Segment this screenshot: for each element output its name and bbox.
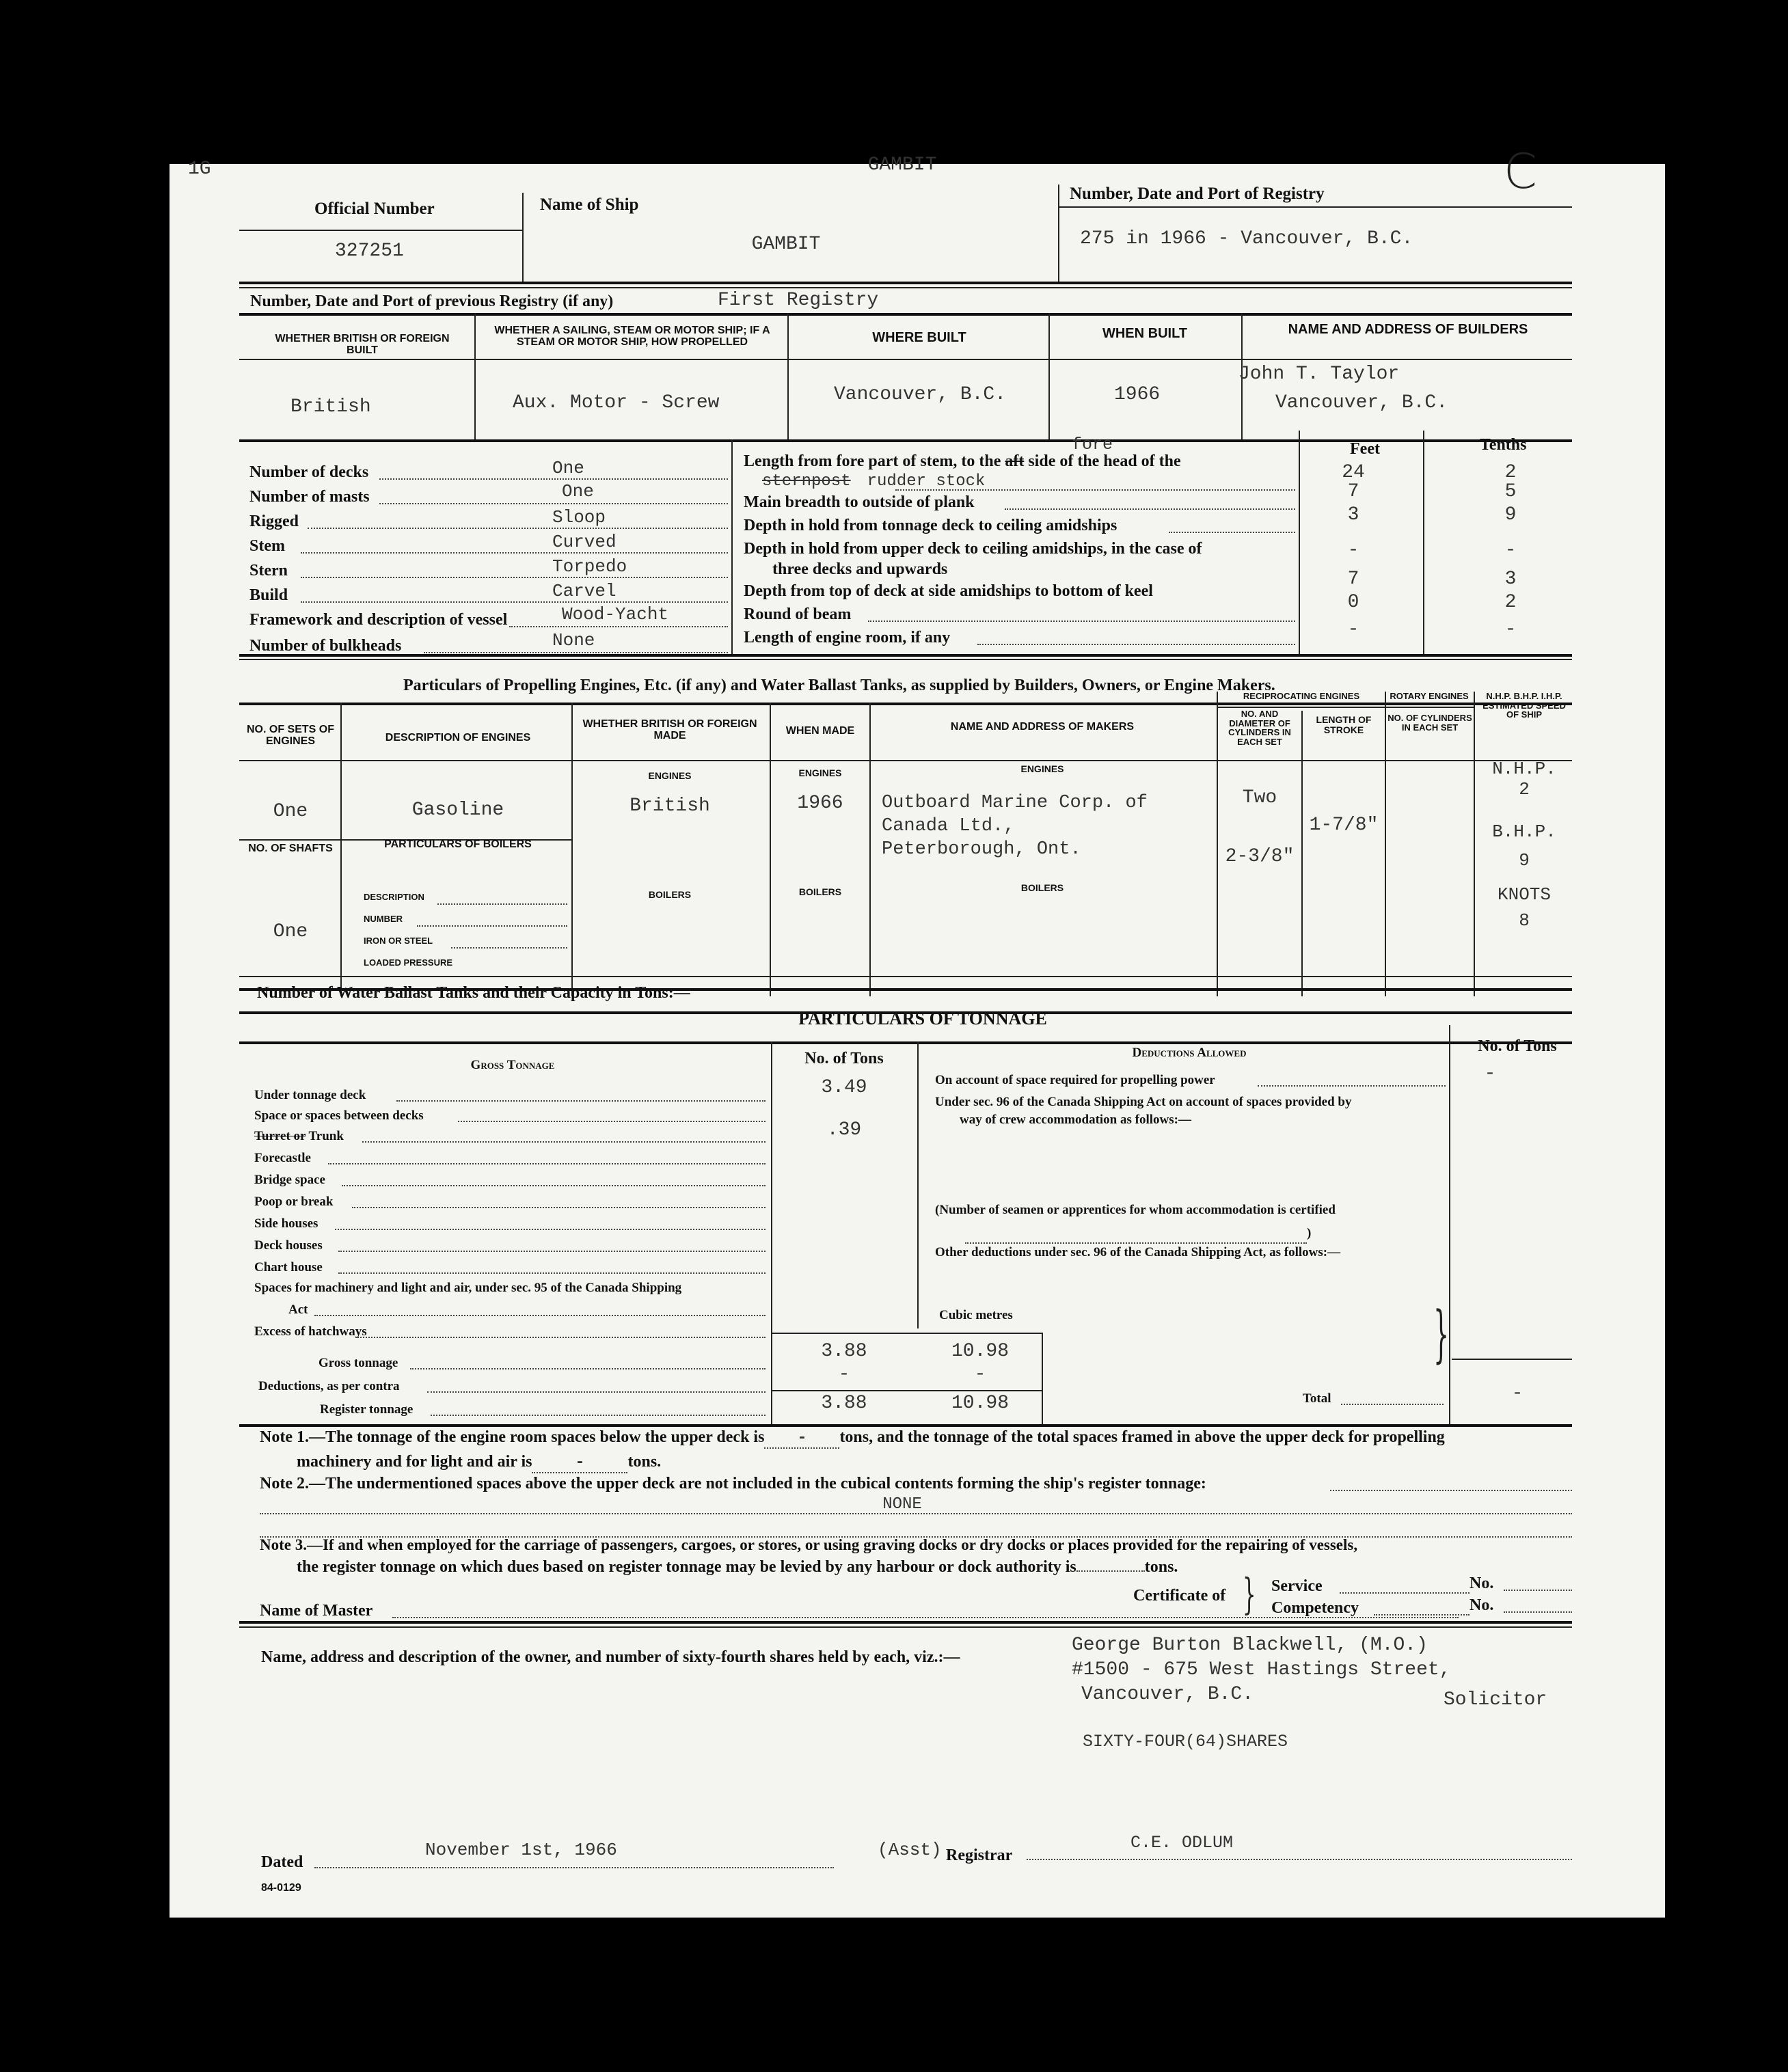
bhp-value: 9: [1519, 850, 1530, 871]
knots-label: KNOTS: [1497, 884, 1551, 905]
maker-line-3: Peterborough, Ont.: [882, 839, 1081, 860]
tonnage-title: PARTICULARS OF TONNAGE: [798, 1009, 1047, 1028]
cubic-metres-label: Cubic metres: [939, 1308, 1013, 1322]
row-side-houses: Side houses: [254, 1216, 319, 1231]
note-1-d: tons.: [627, 1453, 662, 1471]
row-under-tonnage-deck: Under tonnage deck: [254, 1088, 366, 1102]
owner-name: George Burton Blackwell, (M.O.): [1072, 1635, 1428, 1656]
register-cubic: 10.98: [951, 1393, 1009, 1414]
bulkheads-value: None: [552, 630, 595, 651]
under-deck-tons: 3.49: [821, 1077, 867, 1098]
col-shafts-header: NO. OF SHAFTS: [248, 843, 333, 854]
stern-label: Stern: [249, 562, 288, 580]
col-propulsion-header: WHETHER A SAILING, STEAM OR MOTOR SHIP; IF A STEAM OR MOTOR SHIP, HOW PROPELLED: [494, 325, 770, 348]
col-rotary-header: ROTARY ENGINES: [1390, 691, 1469, 701]
engines-title: Particulars of Propelling Engines, Etc. (if any) and Water Ballast Tanks, as supplied by Builders, Owners, or Engine Makers.: [403, 677, 1275, 694]
col-where-header: WHERE BUILT: [872, 330, 966, 345]
feet-header: Feet: [1350, 440, 1380, 458]
previous-registry-value: First Registry: [718, 290, 879, 311]
upper-tenths: -: [1504, 540, 1517, 561]
masts-value: One: [562, 481, 594, 502]
col-british-made-header: WHETHER BRITISH OR FOREIGN MADE: [582, 718, 757, 741]
official-number-label: Official Number: [314, 200, 435, 218]
nhp-label: N.H.P.: [1492, 759, 1556, 779]
rigged-value: Sloop: [552, 507, 606, 528]
engine-sets: One: [273, 801, 308, 822]
corner-code: 1G: [188, 159, 211, 180]
previous-registry-label: Number, Date and Port of previous Registry (if any): [250, 292, 614, 310]
maker-line-1: Outboard Marine Corp. of: [882, 793, 1148, 813]
turret-strike: Turret or: [254, 1129, 306, 1143]
deductions-tons-value: -: [1484, 1063, 1496, 1085]
deduction-seamen-close: ): [1307, 1226, 1312, 1240]
col-rot-cyl-header: NO. OF CYLINDERS IN EACH SET: [1387, 713, 1472, 733]
boiler-number: NUMBER: [364, 914, 403, 924]
ship-name-label: Name of Ship: [540, 195, 639, 214]
breadth-label: Main breadth to outside of plank: [744, 493, 975, 511]
builder-city: Vancouver, B.C.: [1275, 392, 1448, 413]
total-tons-value: -: [1511, 1383, 1523, 1404]
decks-value: One: [552, 458, 584, 478]
stem-label: Stem: [249, 537, 285, 555]
builder-name: John T. Taylor: [1238, 364, 1400, 385]
note-3-a: Note 3.—If and when employed for the carriage of passengers, cargoes, or stores, or using graving docks or dry docks or places provided for the repairing of vessels,: [260, 1536, 1358, 1553]
shafts-value: One: [273, 921, 308, 942]
engine-room-feet: -: [1347, 619, 1359, 640]
boiler-iron-steel: IRON OR STEEL: [364, 936, 433, 946]
bulkheads-label: Number of bulkheads: [249, 637, 402, 655]
dated-label: Dated: [261, 1853, 303, 1871]
depth-upper-label-b: three decks and upwards: [772, 560, 948, 578]
makers-engines-subhead: ENGINES: [1020, 763, 1064, 774]
note-3-b: the register tonnage on which dues based on register tonnage may be levied by any harbour or dock authority is: [297, 1558, 1076, 1576]
row-hatchways: Excess of hatchways: [254, 1324, 367, 1339]
trunk-tons: .39: [826, 1119, 862, 1141]
rudder-stock: rudder stock: [867, 472, 986, 491]
note-1-a: Note 1.—The tonnage of the engine room spaces below the upper deck is: [260, 1428, 765, 1446]
nhp-value: 2: [1519, 779, 1530, 800]
depth-feet: 3: [1347, 504, 1359, 526]
length-strike: aft: [1005, 452, 1025, 470]
depth-upper-label: Depth in hold from upper deck to ceiling amidships, in the case of: [744, 540, 1202, 558]
competency-label: Competency: [1271, 1599, 1359, 1617]
total-label: Total: [1303, 1391, 1331, 1406]
sternpost-strike: sternpost: [762, 472, 851, 491]
deduction-crew-a: Under sec. 96 of the Canada Shipping Act on account of spaces provided by: [935, 1095, 1352, 1109]
asst-mark: (Asst): [878, 1840, 942, 1860]
col-boilers-header: PARTICULARS OF BOILERS: [384, 839, 532, 850]
makers-boilers-subhead: BOILERS: [1020, 882, 1064, 893]
british-engines-subhead: ENGINES: [648, 770, 692, 781]
register-tons: 3.88: [821, 1393, 867, 1414]
registrar-value: C.E. ODLUM: [1130, 1833, 1234, 1853]
col-power-header: N.H.P. B.H.P. I.H.P. ESTIMATED SPEED OF SHIP: [1482, 691, 1566, 720]
dated-value: November 1st, 1966: [425, 1840, 617, 1860]
note-1-b: tons, and the tonnage of the total spaces framed in above the upper deck for propelling: [839, 1428, 1445, 1446]
keel-feet: 7: [1347, 569, 1359, 590]
note-2-value: NONE: [882, 1495, 922, 1514]
note-1-machinery-tons: -: [532, 1454, 627, 1473]
col-british-header: WHETHER BRITISH OR FOREIGN BUILT: [275, 333, 450, 356]
keel-tenths: 3: [1504, 569, 1517, 590]
round-tenths: 2: [1504, 592, 1517, 613]
col-desc-header: DESCRIPTION OF ENGINES: [385, 732, 531, 744]
framework-label: Framework and description of vessel: [249, 611, 508, 629]
col-when-header: WHEN BUILT: [1102, 326, 1188, 341]
length-feet: 24: [1342, 462, 1365, 483]
row-deck-houses: Deck houses: [254, 1238, 323, 1253]
tenths-header: Tenths: [1480, 436, 1527, 454]
row-forecastle: Forecastle: [254, 1151, 311, 1165]
deduction-other: Other deductions under sec. 96 of the Canada Shipping Act, as follows:—: [935, 1245, 1341, 1259]
service-label: Service: [1271, 1577, 1323, 1595]
corner-mark: C: [1504, 144, 1537, 200]
build-where: Vancouver, B.C.: [834, 384, 1007, 405]
note-3-c: tons.: [1144, 1558, 1178, 1576]
breadth-feet: 7: [1347, 481, 1359, 502]
row-chart-house: Chart house: [254, 1260, 323, 1274]
deductions-cubic: -: [974, 1364, 986, 1385]
engine-description: Gasoline: [411, 800, 504, 821]
note-2: Note 2.—The undermentioned spaces above the upper deck are not included in the cubical contents forming the ship's register tonnage:: [260, 1475, 1206, 1492]
col-sets-header: NO. OF SETS OF ENGINES: [246, 724, 334, 747]
stern-value: Torpedo: [552, 556, 627, 577]
breadth-tenths: 5: [1504, 481, 1517, 502]
depth-keel-label: Depth from top of deck at side amidships to bottom of keel: [744, 582, 1153, 600]
length-insert: fore: [1072, 435, 1113, 454]
gross-cubic: 10.98: [951, 1341, 1009, 1362]
ballast-label: Number of Water Ballast Tanks and their Capacity in Tons:—: [257, 984, 690, 1002]
build-label: Build: [249, 586, 288, 604]
rigged-label: Rigged: [249, 513, 299, 530]
length-label-b: side of the head of the: [1028, 452, 1181, 470]
row-trunk: Trunk: [308, 1129, 344, 1143]
depth-tonnage-label: Depth in hold from tonnage deck to ceiling amidships: [744, 517, 1118, 534]
ship-name: GAMBIT: [751, 234, 821, 255]
tons-heading: No. of Tons: [804, 1050, 884, 1067]
row-between-decks: Space or spaces between decks: [254, 1108, 424, 1123]
owner-address-2: Vancouver, B.C.: [1081, 1684, 1254, 1705]
knots-value: 8: [1519, 910, 1530, 931]
maker-line-2: Canada Ltd.,: [882, 816, 1015, 836]
gross-tonnage-label: Gross tonnage: [319, 1356, 398, 1370]
bhp-label: B.H.P.: [1492, 821, 1556, 842]
engine-stroke: 1-7/8": [1309, 815, 1379, 836]
ship-title-top: GAMBIT: [867, 154, 937, 176]
deductions-heading: Deductions Allowed: [1132, 1046, 1247, 1060]
owner-address-1: #1500 - 675 West Hastings Street,: [1072, 1659, 1451, 1680]
deductions-tons: -: [838, 1364, 850, 1385]
row-machinery-act: Act: [288, 1303, 308, 1317]
masts-label: Number of masts: [249, 488, 370, 506]
col-when-made-header: WHEN MADE: [785, 725, 855, 737]
note-1-engine-tons: -: [764, 1429, 839, 1449]
certificate-label: Certificate of: [1133, 1587, 1226, 1605]
owner-shares: SIXTY-FOUR(64)SHARES: [1083, 1732, 1288, 1751]
ndp-label: Number, Date and Port of Registry: [1070, 185, 1325, 203]
owner-label: Name, address and description of the owner, and number of sixty-fourth shares held by each, viz.:—: [261, 1648, 960, 1666]
british-boilers-subhead: BOILERS: [648, 889, 692, 900]
round-label: Round of beam: [744, 605, 852, 623]
build-value: Carvel: [552, 581, 617, 601]
row-bridge-space: Bridge space: [254, 1173, 325, 1187]
certificate-brace: }: [1242, 1569, 1256, 1619]
registrar-label: Registrar: [946, 1846, 1013, 1864]
competency-no-label: No.: [1469, 1596, 1494, 1614]
depth-tenths: 9: [1504, 504, 1517, 526]
service-no-label: No.: [1469, 1575, 1494, 1592]
official-number: 327251: [335, 241, 404, 262]
col-stroke-header: LENGTH OF STROKE: [1316, 714, 1372, 735]
master-label: Name of Master: [260, 1602, 373, 1620]
build-when: 1966: [1114, 384, 1161, 405]
boiler-pressure: LOADED PRESSURE: [364, 957, 453, 968]
build-british: British: [290, 396, 371, 418]
owner-occupation: Solicitor: [1444, 1689, 1547, 1710]
engine-british: British: [629, 795, 710, 817]
register-tonnage-label: Register tonnage: [320, 1402, 414, 1417]
row-machinery-spaces: Spaces for machinery and light and air, under sec. 95 of the Canada Shipping: [254, 1281, 682, 1295]
deduction-seamen: (Number of seamen or apprentices for whom accommodation is certified: [935, 1203, 1336, 1217]
note-1-c: machinery and for light and air is: [297, 1453, 532, 1471]
boiler-description: DESCRIPTION: [364, 892, 424, 902]
ndp-value: 275 in 1966 - Vancouver, B.C.: [1080, 228, 1413, 249]
round-feet: 0: [1347, 592, 1359, 613]
engine-room-tenths: -: [1504, 619, 1517, 640]
gross-tonnage-heading: Gross Tonnage: [470, 1058, 555, 1072]
build-propulsion: Aux. Motor - Screw: [513, 392, 720, 413]
deduction-crew-b: way of crew accommodation as follows:—: [960, 1113, 1191, 1127]
deductions-brace: }: [1433, 1298, 1450, 1370]
length-tenths: 2: [1504, 462, 1517, 483]
engine-room-label: Length of engine room, if any: [744, 629, 951, 646]
decks-label: Number of decks: [249, 463, 369, 481]
row-poop: Poop or break: [254, 1195, 334, 1209]
framework-value: Wood-Yacht: [562, 604, 669, 625]
stem-value: Curved: [552, 532, 617, 552]
gross-tons: 3.88: [821, 1341, 867, 1362]
engine-diameter: 2-3/8": [1225, 846, 1295, 867]
upper-feet: -: [1347, 540, 1359, 561]
col-cylinders-header: NO. AND DIAMETER OF CYLINDERS IN EACH SET: [1228, 709, 1291, 747]
engine-when: 1966: [797, 793, 843, 814]
engine-cylinders: Two: [1242, 787, 1277, 808]
tons-heading-right: No. of Tons: [1478, 1037, 1557, 1055]
length-label-a: Length from fore part of stem, to the: [744, 452, 1001, 470]
col-builders-header: NAME AND ADDRESS OF BUILDERS: [1288, 322, 1528, 337]
col-makers-header: NAME AND ADDRESS OF MAKERS: [950, 721, 1135, 733]
deductions-contra-label: Deductions, as per contra: [258, 1379, 400, 1393]
deduction-propelling: On account of space required for propelling power: [935, 1073, 1215, 1087]
col-recip-header: RECIPROCATING ENGINES: [1243, 691, 1360, 701]
form-code: 84-0129: [261, 1882, 301, 1894]
engines-subhead: ENGINES: [798, 767, 842, 778]
when-boilers-subhead: BOILERS: [798, 886, 842, 897]
